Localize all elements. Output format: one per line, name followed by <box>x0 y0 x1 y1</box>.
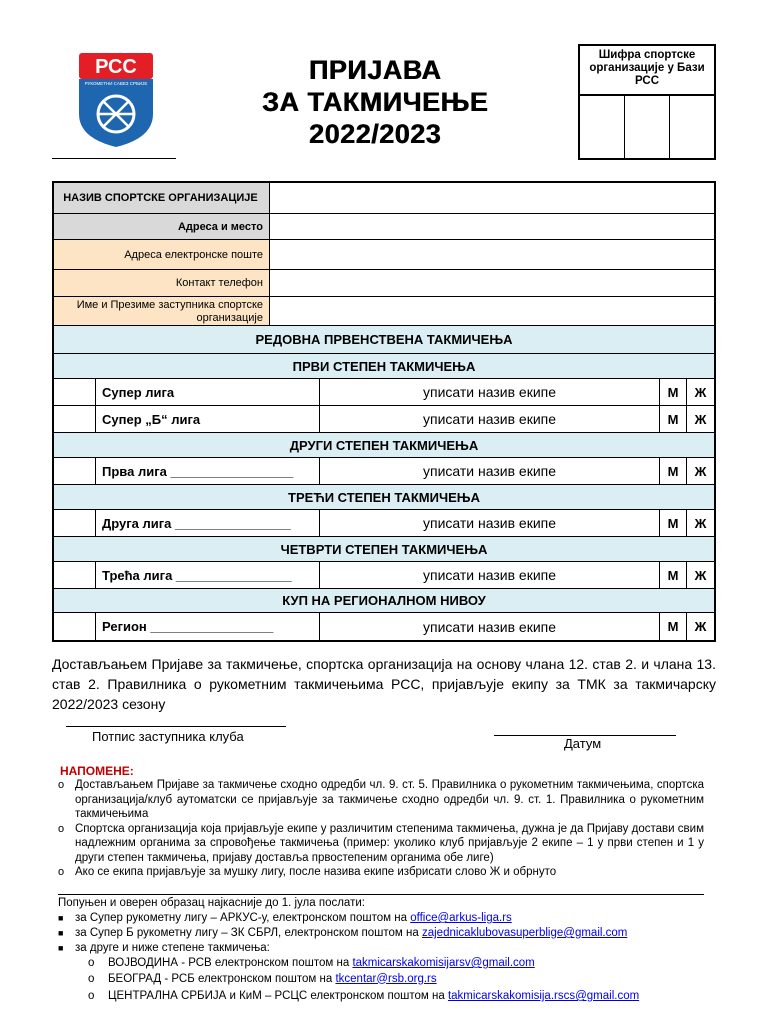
logo-text: РСС <box>95 56 137 78</box>
circle-bullet-icon: o <box>88 972 95 985</box>
note-text: Ако се екипа пријављује за мушку лигу, после назива екипе избрисати слово Ж и обрнуто <box>75 866 557 878</box>
logo-subtext: РУКОМЕТНИ САВЕЗ СРБИЈЕ <box>84 81 148 86</box>
gender-m[interactable]: М <box>660 458 687 484</box>
checkbox-cell[interactable] <box>54 406 96 432</box>
code-cell-2[interactable] <box>625 96 670 158</box>
info-row-phone <box>54 270 714 297</box>
submission-text: за Супер Б рукометну лигу – ЗК СБРЛ, електронском поштом на <box>75 927 422 939</box>
note-item <box>58 822 704 866</box>
circle-bullet-icon: o <box>58 779 65 791</box>
checkbox-cell[interactable] <box>54 510 96 536</box>
gender-z[interactable]: Ж <box>694 515 707 531</box>
submission-subitem <box>58 972 708 988</box>
organization-code-box <box>578 44 716 160</box>
info-row-address <box>54 214 714 240</box>
league-row-region <box>54 613 714 640</box>
note-item <box>58 865 704 880</box>
org-name-field[interactable] <box>270 183 714 213</box>
submission-text: БЕОГРАД - РСБ електронском поштом на <box>108 972 336 985</box>
note-item <box>58 778 704 822</box>
date-label: Датум <box>564 736 602 751</box>
gender-z[interactable]: Ж <box>694 619 707 634</box>
submission-text: за друге и ниже степене такмичења: <box>75 942 270 954</box>
section-regional-cup: КУП НА РЕГИОНАЛНОМ НИВОУ <box>54 589 714 613</box>
org-name-label: НАЗИВ СПОРТСКЕ ОРГАНИЗАЦИЈЕ <box>54 183 270 213</box>
league-row-treca <box>54 562 714 589</box>
section-fourth-level: ЧЕТВРТИ СТЕПЕН ТАКМИЧЕЊА <box>54 537 714 562</box>
checkbox-cell[interactable] <box>54 562 96 588</box>
email-label: Адреса електронске поште <box>54 240 270 269</box>
square-bullet-icon: ■ <box>58 928 64 938</box>
declaration-paragraph: Достављањем Пријаве за такмичење, спортска организација на основу члана 12. став 2. и члана 13. став 2. Правилника о рукометним такмичењима РСС, пријављује екипу за ТМК за такмичарску 2022/2023 сезону <box>52 656 716 712</box>
notes-title: НАПОМЕНЕ: <box>60 764 134 778</box>
email-link[interactable]: tkcentar@rsb.org.rs <box>335 972 437 985</box>
league-row-super <box>54 379 714 406</box>
email-link[interactable]: zajednicaklubovasuperblige@gmail.com <box>421 927 628 939</box>
gender-m[interactable]: М <box>660 379 687 405</box>
email-link[interactable]: office@arkus-liga.rs <box>410 912 512 924</box>
signature-line[interactable] <box>66 726 286 727</box>
submission-instructions <box>58 896 708 1005</box>
submission-subitem <box>58 956 708 972</box>
application-table <box>52 181 716 642</box>
phone-field[interactable] <box>270 270 714 296</box>
circle-bullet-icon: o <box>88 957 95 969</box>
representative-label: Име и Презиме заступника спортске организације <box>54 297 270 325</box>
info-row-representative <box>54 297 714 326</box>
info-row-name <box>54 183 714 214</box>
title-line-1: ПРИЈАВА <box>308 55 442 85</box>
address-field[interactable] <box>270 214 714 239</box>
title-line-2: ЗА ТАКМИЧЕЊЕ <box>261 87 489 117</box>
checkbox-cell[interactable] <box>54 379 96 405</box>
title-line-3: 2022/2023 <box>308 119 442 149</box>
checkbox-cell[interactable] <box>54 458 96 484</box>
gender-z[interactable]: Ж <box>694 384 707 400</box>
section-second-level: ДРУГИ СТЕПЕН ТАКМИЧЕЊА <box>54 433 714 458</box>
notes-list <box>58 778 704 880</box>
circle-bullet-icon: o <box>58 822 65 835</box>
section-first-level: ПРВИ СТЕПЕН ТАКМИЧЕЊА <box>54 354 714 379</box>
submission-item <box>58 926 708 941</box>
team-name-field[interactable]: уписати назив екипе <box>320 379 660 405</box>
submission-text: ВОЈВОДИНА - РСВ електронском поштом на <box>108 957 353 969</box>
team-name-field[interactable]: уписати назив екипе <box>320 510 660 536</box>
team-name-field[interactable]: уписати назив екипе <box>320 562 660 588</box>
circle-bullet-icon: o <box>58 866 65 878</box>
email-link[interactable]: takmicarskakomisija.rscs@gmail.com <box>447 990 640 1002</box>
league-name: Супер „Б“ лига <box>96 406 320 432</box>
league-name: Супер лига <box>96 379 320 405</box>
league-name: Прва лига _________________ <box>96 458 320 484</box>
league-row-super-b <box>54 406 714 433</box>
representative-field[interactable] <box>270 297 714 325</box>
email-link[interactable]: takmicarskakomisijarsv@gmail.com <box>352 957 535 969</box>
notes-divider <box>58 894 704 895</box>
submission-text: ЦЕНТРАЛНА СРБИЈА и КиМ – РСЦС електронском поштом на <box>108 990 448 1002</box>
gender-z[interactable]: Ж <box>694 463 707 479</box>
league-row-prva <box>54 458 714 485</box>
team-name-field[interactable]: уписати назив екипе <box>320 613 660 640</box>
submission-item <box>58 941 708 956</box>
form-title <box>230 54 520 150</box>
submission-item <box>58 911 708 926</box>
gender-m[interactable]: М <box>660 510 687 536</box>
code-cell-1[interactable] <box>580 96 625 158</box>
gender-m[interactable]: М <box>660 562 687 588</box>
team-name-field[interactable]: уписати назив екипе <box>320 406 660 432</box>
league-name: Друга лига ________________ <box>96 510 320 536</box>
address-label: Адреса и место <box>54 214 270 239</box>
code-box-label: Шифра спортске организације у Бази РСС <box>580 46 714 96</box>
team-name-field[interactable]: уписати назив екипе <box>320 458 660 484</box>
checkbox-cell[interactable] <box>54 613 96 640</box>
submission-subitem <box>58 989 708 1005</box>
note-text: Достављањем Пријаве за такмичење сходно одредби чл. 9. ст. 5. Правилника о рукометним такмичењима, спортска организација/клуб аутоматски се пријављује за такмичење сходно одредби чл. 9. ст. 1. Правилника о рукометним такмичењима <box>75 779 704 820</box>
code-cell-3[interactable] <box>670 96 714 158</box>
league-name: Трећа лига ________________ <box>96 562 320 588</box>
heading-regular-competitions: РЕДОВНА ПРВЕНСТВЕНА ТАКМИЧЕЊА <box>54 326 714 354</box>
phone-label: Контакт телефон <box>54 270 270 296</box>
info-row-email <box>54 240 714 270</box>
gender-m[interactable]: М <box>660 613 687 640</box>
square-bullet-icon: ■ <box>58 913 64 923</box>
rss-logo <box>78 52 154 148</box>
league-name: Регион _________________ <box>96 613 320 640</box>
section-third-level: ТРЕЋИ СТЕПЕН ТАКМИЧЕЊА <box>54 485 714 510</box>
circle-bullet-icon: o <box>88 990 95 1002</box>
league-row-druga <box>54 510 714 537</box>
gender-m[interactable]: М <box>660 406 687 432</box>
logo-underline <box>52 158 176 159</box>
submission-text: за Супер рукометну лигу – АРКУС-у, електронском поштом на <box>75 912 411 924</box>
submission-intro: Попуњен и оверен образац најкасније до 1. јула послати: <box>58 897 365 909</box>
gender-z[interactable]: Ж <box>694 411 707 427</box>
gender-z[interactable]: Ж <box>694 567 707 583</box>
square-bullet-icon: ■ <box>58 943 64 953</box>
email-field[interactable] <box>270 240 714 269</box>
note-text: Спортска организација која пријављује екипе у различитим степенима такмичења, дужна је да Пријаву достави свим надлежним органима за спровођење такмичења (пример: уколико клуб пријављује 2 екипе – 1 у први степен и 1 у други степен такмичења, пријаву доставља првостепеним органима обе лиге) <box>75 822 704 864</box>
signature-label: Потпис заступника клуба <box>92 729 244 744</box>
